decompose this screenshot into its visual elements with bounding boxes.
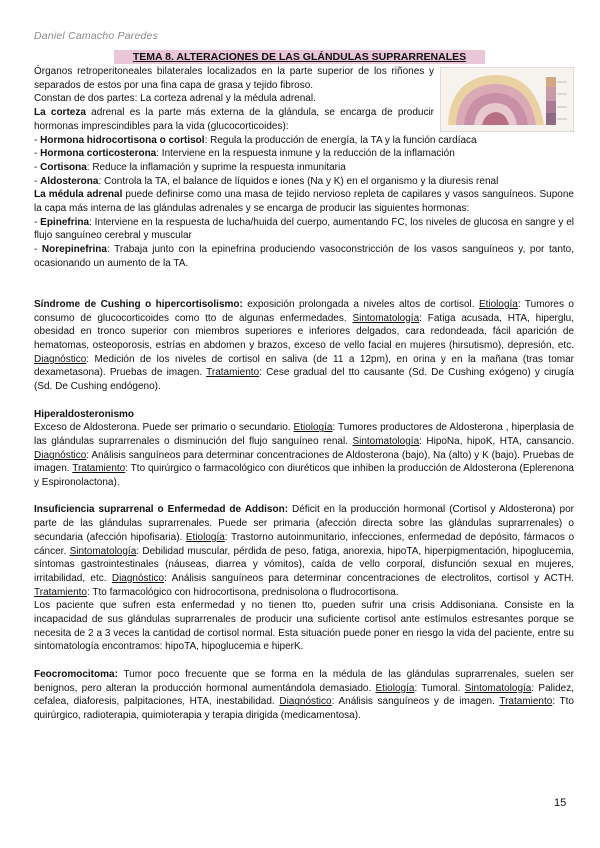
addison-crisis-paragraph: Los paciente que sufren esta enfermedad y no tienen tto, pueden sufrir una crisis Addisoniana. Consiste en la incapacidad de sus glándulas suprarrenales de producir una suficiente cortisol ante estímulos estresantes porque se necesita de 2 a 3 veces la cantidad de cortisol normal. Esta situación puede poner en riesgo la vida del paciente, entre su sintomatología encontramos: hipoTA, hipoglucemia e hiperK. bbox=[34, 600, 574, 653]
document-body bbox=[34, 65, 574, 723]
cortex-item-term: Aldosterona bbox=[40, 175, 99, 187]
addison-etiologia: : Trastorno autoinmunitario, infecciones, enfermedad de depósito, fármacos o cáncer. bbox=[34, 531, 575, 557]
addison-section bbox=[34, 503, 574, 599]
cushing-etiologia: : Tumores o consumo de glucocorticoides como tto de algunas enfermedades. bbox=[34, 298, 574, 324]
feo-heading: Feocromocitoma: bbox=[34, 668, 118, 680]
feo-etiologia: : Tumoral. bbox=[414, 682, 465, 694]
cortex-item-text: : Regula la producción de energía, la TA y la función cardíaca bbox=[204, 134, 477, 146]
tratamiento-label: Tratamiento bbox=[72, 463, 126, 475]
intro-parts: Constan de dos partes: La corteza adrenal y la médula adrenal. bbox=[34, 93, 316, 105]
cushing-heading: Síndrome de Cushing o hipercortisolismo: bbox=[34, 298, 243, 310]
addison-tratamiento: : Tto farmacológico con hidrocortisona, prednisolona o fludrocortisona. bbox=[86, 586, 399, 598]
medulla-item: - Epinefrina: Interviene en la respuesta de lucha/huida del cuerpo, aumentando FC, los niveles de glucosa en sangre y el flujo sanguíneo cerebral y muscular bbox=[34, 216, 574, 242]
feo-intro: Tumor poco frecuente que se forma en la médula de las glándulas suprarrenales, suelen ser benignos, pero alteran la producción hormonal aumentándola demasiado. bbox=[34, 668, 574, 694]
feo-tratamiento: : Tto quirúrgico, radioterapia, quimioterapia y terapia dirigida (medicamentosa). bbox=[34, 696, 574, 721]
medulla-text: puede definirse como una masa de tejido nervioso repleta de capilares y vasos sanguíneos. Supone la capa más interna de las glándulas adrenales y se encarga de producir las siguientes hormonas: bbox=[34, 189, 574, 215]
diagnostico-label: Diagnóstico bbox=[111, 572, 165, 584]
medulla-item-term: Norepinefrina bbox=[41, 244, 107, 256]
hiperaldo-section bbox=[34, 421, 574, 490]
addison-heading: Insuficiencia suprarrenal o Enfermedad de Addison: bbox=[34, 504, 289, 516]
cortex-item-term: Hormona corticosterona bbox=[40, 148, 157, 160]
medulla-term: La médula adrenal bbox=[34, 189, 123, 201]
tratamiento-label: Tratamiento bbox=[499, 696, 553, 708]
cortex-item-text: : Reduce la inflamación y suprime la respuesta inmunitaria bbox=[86, 161, 346, 173]
hiperaldo-tratamiento: : Tto quirúrgico o farmacológico con diuréticos que inhiben la producción de Aldosterona (Eplerenona y Espironolactona). bbox=[34, 463, 574, 489]
cortex-paragraph bbox=[34, 106, 434, 133]
author-header: Daniel Camacho Paredes bbox=[34, 30, 159, 42]
sintomatologia-label: Sintomatología bbox=[352, 312, 420, 324]
feo-section bbox=[34, 668, 574, 723]
feo-sintomatologia: : Palidez, cefalea, diaforesis, palpitaciones, HTA, inestabilidad. bbox=[34, 682, 574, 708]
medulla-item-term: Epinefrina bbox=[40, 216, 90, 228]
hiperaldo-sintomatologia: : HipoNa, hipoK, HTA, cansancio. bbox=[419, 435, 574, 447]
cortex-item-text: : Interviene en la respuesta inmune y la reducción de la inflamación bbox=[156, 148, 455, 160]
intro-paragraph: Órganos retroperitoneales bilaterales localizados en la parte superior de los riñones y separados de estos por una fina capa de grasa y tejido fibroso. bbox=[34, 66, 434, 91]
diagnostico-label: Diagnóstico bbox=[279, 696, 332, 708]
cortex-item: - Cortisona: Reduce la inflamación y suprime la respuesta inmunitaria bbox=[34, 161, 346, 173]
feo-diagnostico: : Análisis sanguíneos y de imagen. bbox=[331, 696, 500, 708]
cushing-section bbox=[34, 298, 574, 394]
hiperaldo-intro: Exceso de Aldosterona. Puede ser primario o secundario. bbox=[34, 422, 294, 434]
cushing-sintomatologia: : Fatiga acusada, HTA, hiperglu, obesidad en tronco superior con miembros superiores e inferiores delgados, cara redondeada, fácil aparición de hematomas, osteoporosis, estrías en abdomen y brazos, exceso de vello facial en mujeres (hirsutismo), depresión, etc. bbox=[34, 312, 575, 352]
medulla-paragraph bbox=[34, 188, 574, 215]
etiologia-label: Etiología bbox=[478, 298, 518, 310]
etiologia-label: Etiología bbox=[293, 422, 333, 434]
cortex-item: - Aldosterona: Controla la TA, el balance de líquidos e iones (Na y K) en el organismo y la diuresis renal bbox=[34, 175, 499, 187]
cortex-item-text: : Controla la TA, el balance de líquidos e iones (Na y K) en el organismo y la diuresis renal bbox=[98, 175, 499, 187]
hiperaldo-heading: Hiperaldosteronismo bbox=[34, 408, 135, 420]
cortex-item: - Hormona corticosterona: Interviene en la respuesta inmune y la reducción de la inflamación bbox=[34, 148, 455, 160]
hiperaldo-etiologia: : Tumores productores de Aldosterona , hiperplasia de las glándulas suprarrenales o disminución del flujo sanguíneo renal. bbox=[34, 422, 574, 447]
addison-intro: Déficit en la producción hormonal (Cortisol y Aldosterona) por parte de las glándulas suprarrenales. Puede ser primaria (afección directa sobre las glándulas suprarrenales) o secundaria (afección hipofisaria). bbox=[34, 504, 574, 543]
cushing-tratamiento: : Cese gradual del tto causante (Sd. De Cushing exógeno) y cirugía (Sd. De Cushing endógeno). bbox=[34, 367, 574, 393]
diagnostico-label: Diagnóstico bbox=[34, 449, 87, 461]
cortex-item-term: Cortisona bbox=[40, 161, 87, 173]
page-title: TEMA 8. ALTERACIONES DE LAS GLÁNDULAS SUPRARRENALES bbox=[114, 50, 485, 64]
medulla-item-text: : Interviene en la respuesta de lucha/huida del cuerpo, aumentando FC, los niveles de glucosa en sangre y el flujo sanguíneo cerebral y muscular bbox=[34, 216, 574, 242]
tratamiento-label: Tratamiento bbox=[34, 586, 87, 598]
page-number: 15 bbox=[554, 797, 567, 809]
cortex-item: - Hormona hidrocortisona o cortisol: Regula la producción de energía, la TA y la función cardíaca bbox=[34, 134, 477, 146]
etiologia-label: Etiología bbox=[375, 682, 415, 694]
cushing-diagnostico: : Medición de los niveles de cortisol en saliva (de 11 a 12pm), en orina y en la mañana (tras tomar dexametasona). Pruebas de imagen. bbox=[34, 353, 574, 379]
cortex-term: La corteza bbox=[34, 107, 86, 119]
sintomatologia-label: Sintomatología bbox=[464, 682, 532, 694]
medulla-item-text: : Trabaja junto con la epinefrina produciendo vasoconstricción de los vasos sanguíneos y, por tanto, ocasionando un aumento de la TA. bbox=[34, 244, 574, 269]
cortex-item-term: Hormona hidrocortisona o cortisol bbox=[40, 134, 205, 146]
diagnostico-label: Diagnóstico bbox=[34, 353, 87, 365]
sintomatologia-label: Sintomatología bbox=[352, 435, 420, 447]
medulla-item: - Norepinefrina: Trabaja junto con la epinefrina produciendo vasoconstricción de los vasos sanguíneos y, por tanto, ocasionando un aumento de la TA. bbox=[34, 244, 574, 269]
sintomatologia-label: Sintomatología bbox=[69, 545, 137, 557]
addison-diagnostico: : Análisis sanguíneos para determinar concentraciones de electrolitos, cortisol y ACTH. bbox=[164, 572, 574, 584]
hiperaldo-diagnostico: : Análisis sanguíneos para determinar concentraciones de Aldosterona (bajo), Na (alto) y K (bajo). Pruebas de imagen. bbox=[34, 449, 574, 475]
cortex-text: adrenal es la parte más externa de la glándula, se encarga de producir hormonas imprescindibles para la vida (glucocorticoides): bbox=[34, 107, 435, 132]
cushing-intro: exposición prolongada a niveles altos de cortisol. bbox=[242, 298, 479, 310]
addison-sintomatologia: : Debilidad muscular, pérdida de peso, fatiga, anorexia, hipoTA, hiperpigmentación, hipoglucemia, síntomas gastrointestinales (náuseas, diarrea y vómitos), caída de vello corporal, disfunción sexual en mujeres, irritabilidad, etc. bbox=[34, 545, 574, 584]
tratamiento-label: Tratamiento bbox=[206, 367, 260, 379]
etiologia-label: Etiología bbox=[185, 531, 225, 543]
